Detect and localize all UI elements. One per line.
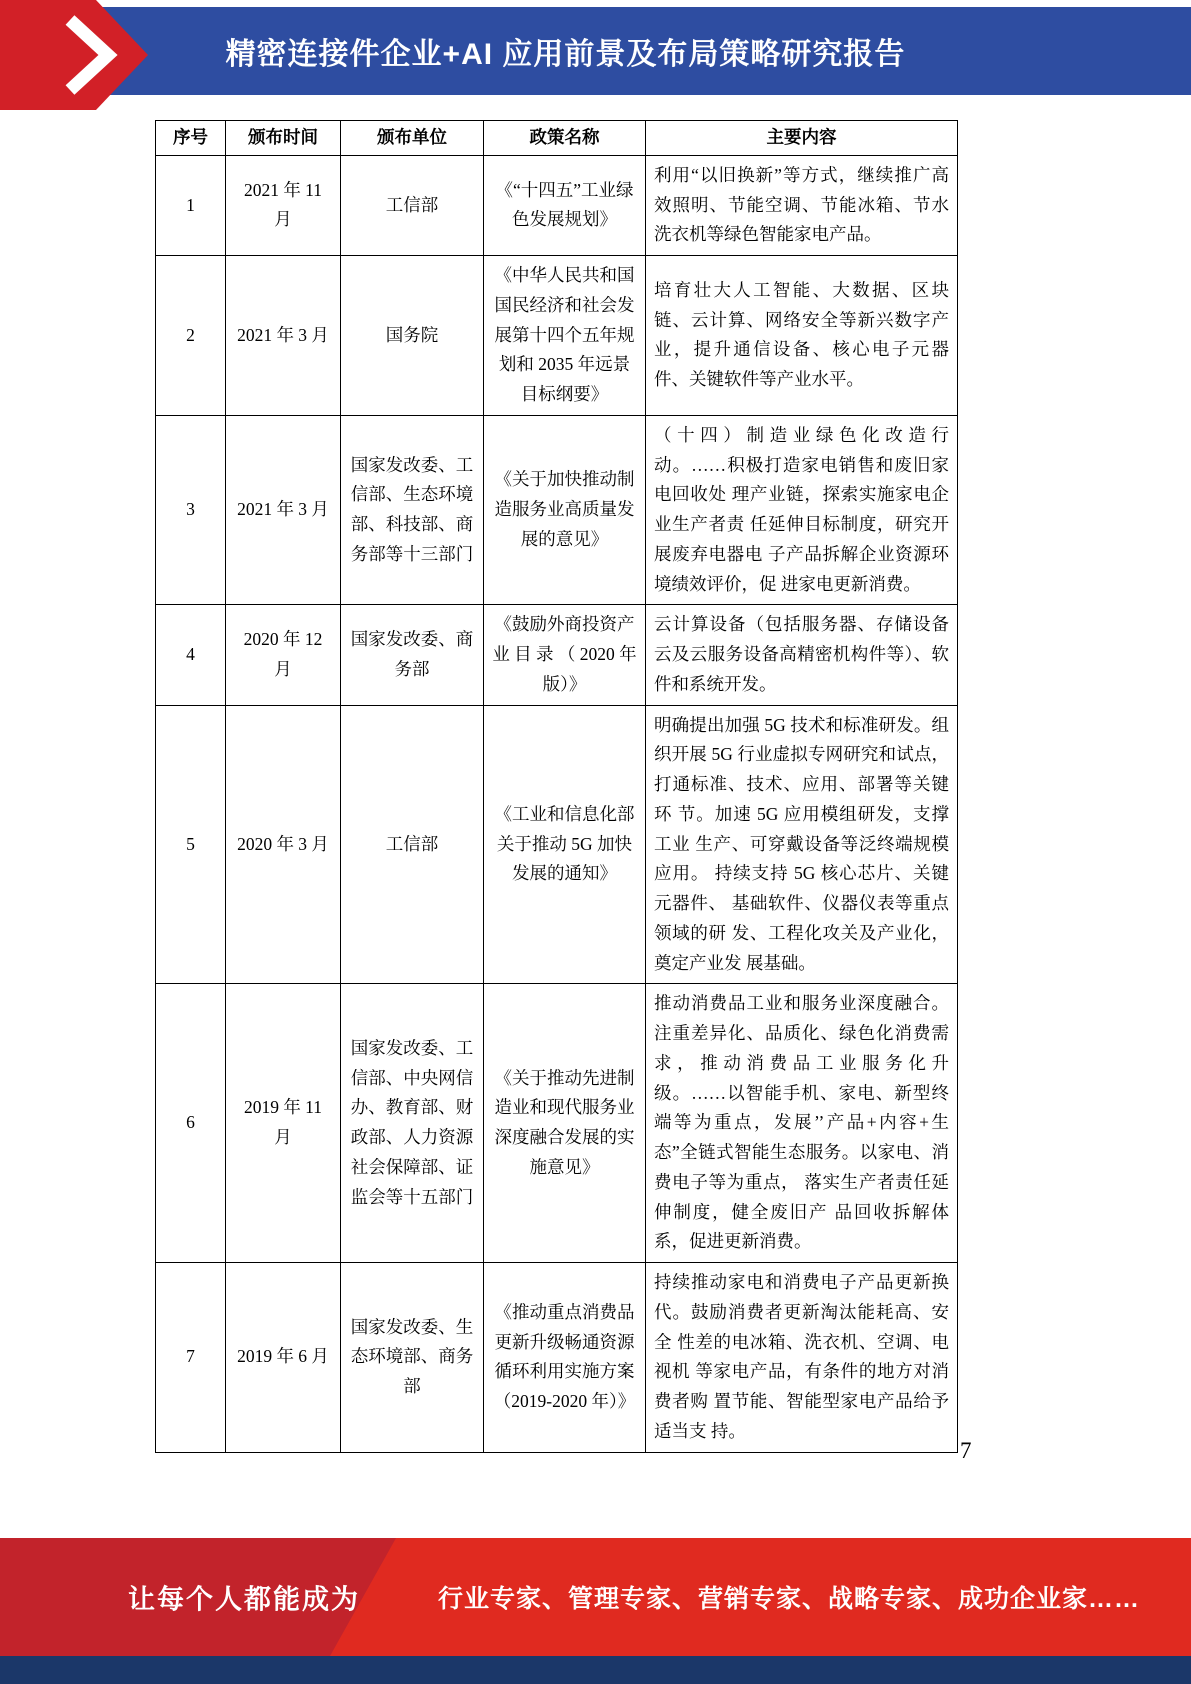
table-row [156,605,958,705]
page-title: 精密连接件企业+AI 应用前景及布局策略研究报告 [225,38,906,71]
cell-time: 2020 年 3 月 [226,705,341,984]
cell-content: 培育壮大人工智能、大数据、区块链、云计算、网络安全等新兴数字产业，提升通信设备、核心电子元器件、关键软件等产业水平。 [646,256,958,416]
cell-org: 工信部 [341,155,484,255]
col-header-org: 颁布单位 [341,121,484,156]
cell-no: 4 [156,605,226,705]
cell-no: 2 [156,256,226,416]
header-bar [0,7,1191,95]
cell-policy: 《鼓励外商投资产业 目 录 （ 2020 年版）》 [484,605,646,705]
cell-content: 利用“以旧换新”等方式，继续推广高效照明、节能空调、节能冰箱、节水洗衣机等绿色智能家电产品。 [646,155,958,255]
cell-org: 国家发改委、生态环境部、商务部 [341,1263,484,1453]
cell-time: 2021 年 3 月 [226,415,341,605]
cell-policy: 《推动重点消费品更新升级畅通资源循环利用实施方案（2019-2020 年）》 [484,1263,646,1453]
cell-content: 明确提出加强 5G 技术和标准研发。组 织开展 5G 行业虚拟专网研究和试点， 打通标准、技术、应用、部署等关键环 节。加速 5G 应用模组研发，支撑工业 生产、可穿戴设备等泛终端规模应用。 持续支持 5G 核心芯片、关键元器件、 基础软件、仪器仪表等重点领域的研 发、工程化攻关及产业化，奠定产业发 展基础。 [646,705,958,984]
page-number: 7 [960,1438,972,1463]
cell-time: 2019 年 11 月 [226,984,341,1263]
table-row [156,1263,958,1453]
footer-slogan: 让每个人都能成为 [128,1584,360,1615]
col-header-content: 主要内容 [646,121,958,156]
table-row [156,984,958,1263]
cell-content: 推动消费品工业和服务业深度融合。注重差异化、品质化、绿色化消费需求，推动消费品工业服务化升级。……以智能手机、家电、新型终端等为重点，发展’’产品+内容+生态”全链式智能生态服务。以家电、消费电子等为重点， 落实生产者责任延伸制度，健全废旧产 品回收拆解体系，促进更新消费。 [646,984,958,1263]
cell-time: 2021 年 11 月 [226,155,341,255]
cell-policy: 《关于加快推动制造服务业高质量发展的意见》 [484,415,646,605]
footer-band [0,1538,1191,1656]
cell-org: 国家发改委、工信部、中央网信办、教育部、财政部、人力资源社会保障部、证监会等十五部门 [341,984,484,1263]
cell-policy: 《“十四五”工业绿色发展规划》 [484,155,646,255]
cell-org: 国家发改委、工信部、生态环境部、科技部、商务部等十三部门 [341,415,484,605]
table-row [156,705,958,984]
cell-org: 工信部 [341,705,484,984]
policy-table-wrap [155,120,957,1453]
col-header-no: 序号 [156,121,226,156]
cell-no: 1 [156,155,226,255]
table-row [156,256,958,416]
cell-no: 6 [156,984,226,1263]
footer-navy-strip [0,1656,1191,1684]
table-row [156,155,958,255]
cell-no: 7 [156,1263,226,1453]
cell-no: 5 [156,705,226,984]
cell-time: 2021 年 3 月 [226,256,341,416]
table-row [156,415,958,605]
cell-time: 2019 年 6 月 [226,1263,341,1453]
cell-policy: 《工业和信息化部关于推动 5G 加快 发展的通知》 [484,705,646,984]
cell-org: 国家发改委、商务部 [341,605,484,705]
cell-policy: 《中华人民共和国国民经济和社会发展第十四个五年规划和 2035 年远景 目标纲要》 [484,256,646,416]
cell-no: 3 [156,415,226,605]
footer-experts: 行业专家、管理专家、营销专家、战略专家、成功企业家…… [438,1585,1141,1613]
cell-content: 云计算设备（包括服务器、存储设备云及云服务设备高精密机构件等）、软件和系统开发。 [646,605,958,705]
red-arrow-icon [0,0,152,110]
col-header-time: 颁布时间 [226,121,341,156]
policy-table [155,120,958,1453]
cell-content: 持续推动家电和消费电子产品更新换 代。鼓励消费者更新淘汰能耗高、安全 性差的电冰箱、洗衣机、空调、电视机 等家电产品，有条件的地方对消费者购 置节能、智能型家电产品给予适当支 持。 [646,1263,958,1453]
cell-content: （十四）制造业绿色化改造行动。……积极打造家电销售和废旧家电回收处 理产业链，探索实施家电企业生产者责 任延伸目标制度，研究开展废弃电器电 子产品拆解企业资源环境绩效评价，促 进家电更新消费。 [646,415,958,605]
cell-policy: 《关于推动先进制造业和现代服务业深度融合发展的实施意见》 [484,984,646,1263]
col-header-policy: 政策名称 [484,121,646,156]
cell-org: 国务院 [341,256,484,416]
cell-time: 2020 年 12 月 [226,605,341,705]
table-header-row [156,121,958,156]
